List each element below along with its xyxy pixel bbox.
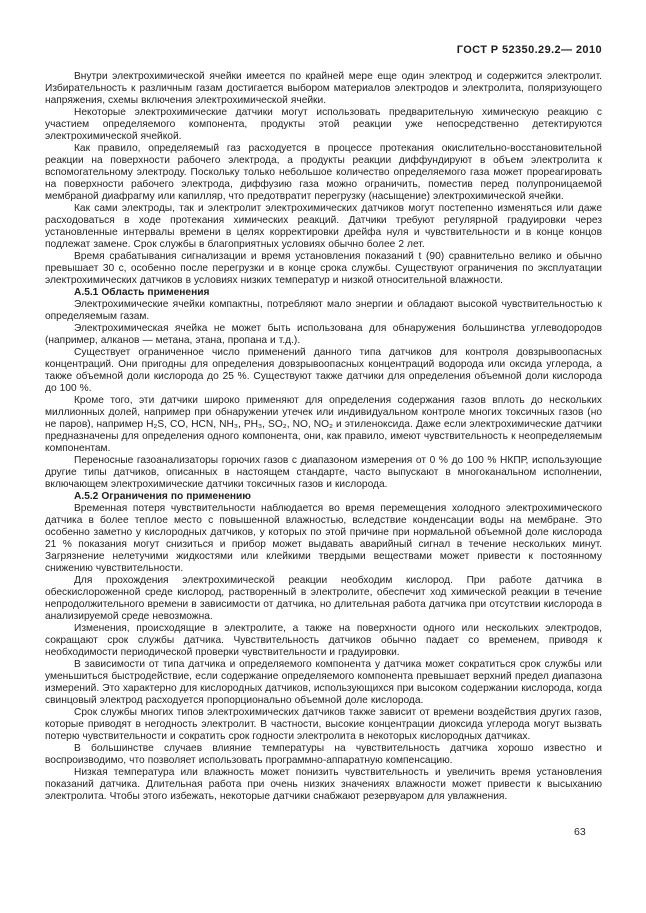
page-number: 63	[574, 826, 586, 838]
paragraph: Время срабатывания сигнализации и время установления показаний t (90) сравнительно велико и обычно превышает 30 с, особенно после перегрузки и в конце срока службы. Существуют ограничения по эксплуатации электрохимических датчиков в условиях низких температур и низкой относительной влажности.	[45, 251, 602, 286]
paragraph: Срок службы многих типов электрохимических датчиков также зависит от времени воздействия других газов, которые приводят в негодность электролит. В частности, высокие концентрации диоксида углерода могут вызвать потерю чувствительности и сократить срок годности электролита в некоторых кислородных датчиках.	[45, 707, 602, 742]
paragraph: Электрохимические ячейки компактны, потребляют мало энергии и обладают высокой чувствительностью к определяемым газам.	[45, 299, 602, 322]
paragraph: В большинстве случаев влияние температуры на чувствительность датчика хорошо известно и воспроизводимо, что позволяет использовать программно-аппаратную компенсацию.	[45, 743, 602, 766]
paragraph: Для прохождения электрохимической реакции необходим кислород. При работе датчика в обескислороженной среде кислород, растворенный в электролите, обеспечит ход химической реакции в течение непродолжительного времени в зависимости от датчика, но длительная работа датчика при отсутствии кислорода в анализируемой среде невозможна.	[45, 575, 602, 622]
paragraph: Изменения, происходящие в электролите, а также на поверхности одного или нескольких электродов, сокращают срок службы датчика. Чувствительность датчиков обычно падает со временем, приводя к необходимости периодической проверки чувствительности и градуировки.	[45, 623, 602, 658]
paragraph: Внутри электрохимической ячейки имеется по крайней мере еще один электрод и содержится электролит. Избирательность к различным газам достигается выбором материалов электродов и электролита, поляризующего напряжения, схемы включения электрохимической ячейки.	[45, 71, 602, 106]
paragraph: Как сами электроды, так и электролит электрохимических датчиков могут постепенно изменяться или даже расходоваться в ходе протекания химических реакций. Датчики требуют регулярной градуировки через установленные интервалы времени в целях корректировки дрейфа нуля и чувствительности и в конце концов подлежат замене. Срок службы в благоприятных условиях обычно более 2 лет.	[45, 203, 602, 250]
document-body	[45, 71, 602, 803]
paragraph: Электрохимическая ячейка не может быть использована для обнаружения большинства углеводородов (например, алканов — метана, этана, пропана и т.д.).	[45, 323, 602, 346]
paragraph: Временная потеря чувствительности наблюдается во время перемещения холодного электрохимического датчика в более теплое место с повышенной влажностью, вследствие конденсации воды на мембране. Это особенно заметно у кислородных датчиков, у которых по этой причине при нормальной объемной доле кислорода 21 % показания могут снизиться и прибор может выдавать аварийный сигнал в течение нескольких минут. Загрязнение нелетучими жидкостями или клейкими твердыми веществами может привести к постоянному снижению чувствительности.	[45, 503, 602, 574]
section-heading: А.5.1 Область применения	[74, 287, 210, 298]
document-standard-number: ГОСТ Р 52350.29.2— 2010	[456, 44, 602, 56]
paragraph: Переносные газоанализаторы горючих газов с диапазоном измерения от 0 % до 100 % НКПР, использующие другие типы датчиков, описанных в настоящем стандарте, часто выпускают в многоканальном исполнении, включающем электрохимические датчики токсичных газов и кислорода.	[45, 455, 602, 490]
paragraph: Низкая температура или влажность может понизить чувствительность и увеличить время установления показаний датчика. Длительная работа при очень низких значениях влажности может привести к высыханию электролита. Чтобы этого избежать, некоторые датчики снабжают резервуаром для увлажнения.	[45, 767, 602, 802]
paragraph: В зависимости от типа датчика и определяемого компонента у датчика может сократиться срок службы или уменьшиться быстродействие, если содержание определяемого компонента превышает верхний предел диапазона измерений. Это характерно для кислородных датчиков, использующихся при высоком содержании кислорода, когда свинцовый электрод расходуется пропорционально объемной доле кислорода.	[45, 659, 602, 706]
section-heading: А.5.2 Ограничения по применению	[74, 491, 252, 502]
paragraph: Некоторые электрохимические датчики могут использовать предварительную химическую реакцию с участием определяемого компонента, продукты этой реакции уже непосредственно детектируются электрохимической ячейкой.	[45, 107, 602, 142]
paragraph: Как правило, определяемый газ расходуется в процессе протекания окислительно-восстановительной реакции на поверхности рабочего электрода, а продукты реакции диффундируют в объем электролита к вспомогательному электроду. Поскольку только небольшое количество определяемого газа может прореагировать на поверхности рабочего электрода, диффузию газа можно ограничить, поместив перед полупроницаемой мембраной диафрагму или капилляр, что предотвратит перегрузку (насыщение) электрохимической ячейки.	[45, 143, 602, 202]
paragraph: Кроме того, эти датчики широко применяют для определения содержания газов вплоть до нескольких миллионных долей, например при обнаружении утечек или индивидуальном контроле многих токсичных газов (но не паров), например H₂S, CO, HCN, NH₃, PH₃, SO₂, NO, NO₂ и этиленоксида. Даже если электрохимические датчики предназначены для определения одного компонента, они, как правило, имеют чувствительность к неопределяемым компонентам.	[45, 395, 602, 454]
paragraph: Существует ограниченное число применений данного типа датчиков для контроля довзрывоопасных концентраций. Они пригодны для определения довзрывоопасных концентраций водорода или оксида углерода, а также объемной доли кислорода до 25 %. Существуют также датчики для определения объемной доли кислорода до 100 %.	[45, 347, 602, 394]
